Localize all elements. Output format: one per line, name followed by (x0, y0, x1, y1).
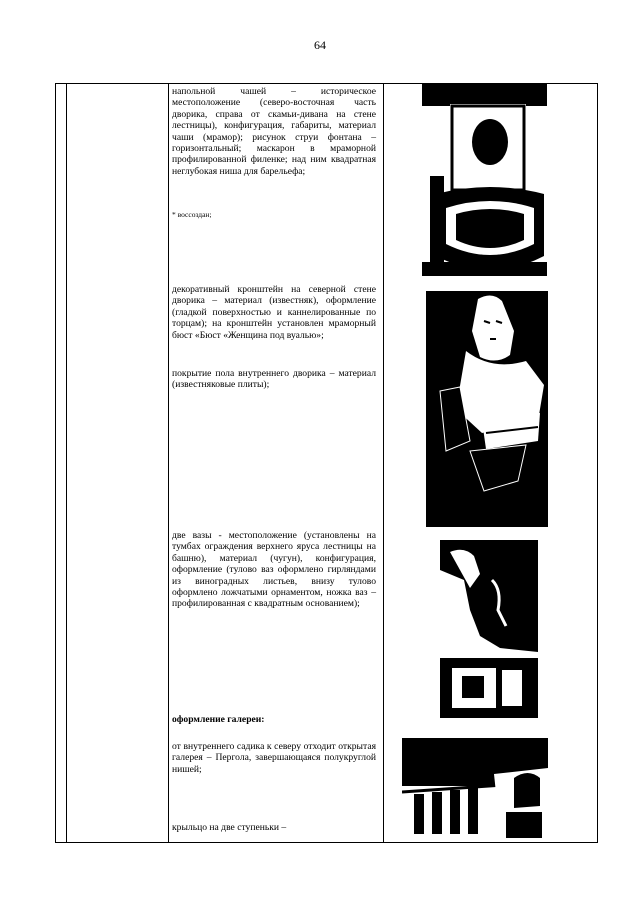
vases-text: две вазы - местоположение (установлены на тумбах ограждения верхнего яруса лестницы на башню), материал (чугун), конфигурация, оформление (тулово ваз оформлено гирляндами из виноградных листьев, внизу тулово оформлено ложчатыми орнаментом, ножка ваз – профилированная с квадратным основанием); (172, 530, 376, 610)
bracket-description (172, 284, 376, 341)
bust-woman-veil-photo (426, 291, 548, 527)
fountain-bowl-photo (422, 84, 547, 276)
gallery-heading (172, 714, 376, 725)
floor-text: покрытие пола внутреннего дворика – материал (известняковые плиты); (172, 368, 376, 391)
pergola-gallery-photo (402, 738, 548, 838)
floor-description (172, 368, 376, 391)
reconstructed-note (172, 209, 376, 220)
reconstructed-note-text: * воссоздан; (172, 210, 212, 219)
porch-text: крыльцо на две ступеньки – (172, 822, 287, 833)
gallery-heading-text: оформление галереи: (172, 714, 265, 725)
table-divider (66, 84, 67, 842)
gallery-text: от внутреннего садика к северу отходит открытая галерея – Пергола, завершающаяся полукруглой нишей; (172, 741, 376, 775)
vases-description (172, 530, 376, 610)
gallery-description (172, 741, 376, 775)
page-number: 64 (314, 38, 326, 52)
bracket-text: декоративный кронштейн на северной стене дворика – материал (известняк), оформление (гладкой поверхностью и каннелированные по торцам); на кронштейн установлен мраморный бюст «Бюст «Женщина под вуалью»; (172, 284, 376, 341)
vase-photo (440, 540, 538, 718)
fountain-description (172, 86, 376, 177)
porch-description (172, 822, 376, 833)
fountain-text: напольной чашей – историческое местоположение (северо-восточная часть дворика, справа от скамьи-дивана на стене лестницы), конфигурация, габариты, материал чаши (мрамор); рисунок струи фонтана – горизонтальный; маскарон в мраморной профилированной филенке; над ним квадратная неглубокая ниша для барельефа; (172, 86, 376, 177)
table-divider (383, 84, 384, 842)
table-divider (168, 84, 169, 842)
